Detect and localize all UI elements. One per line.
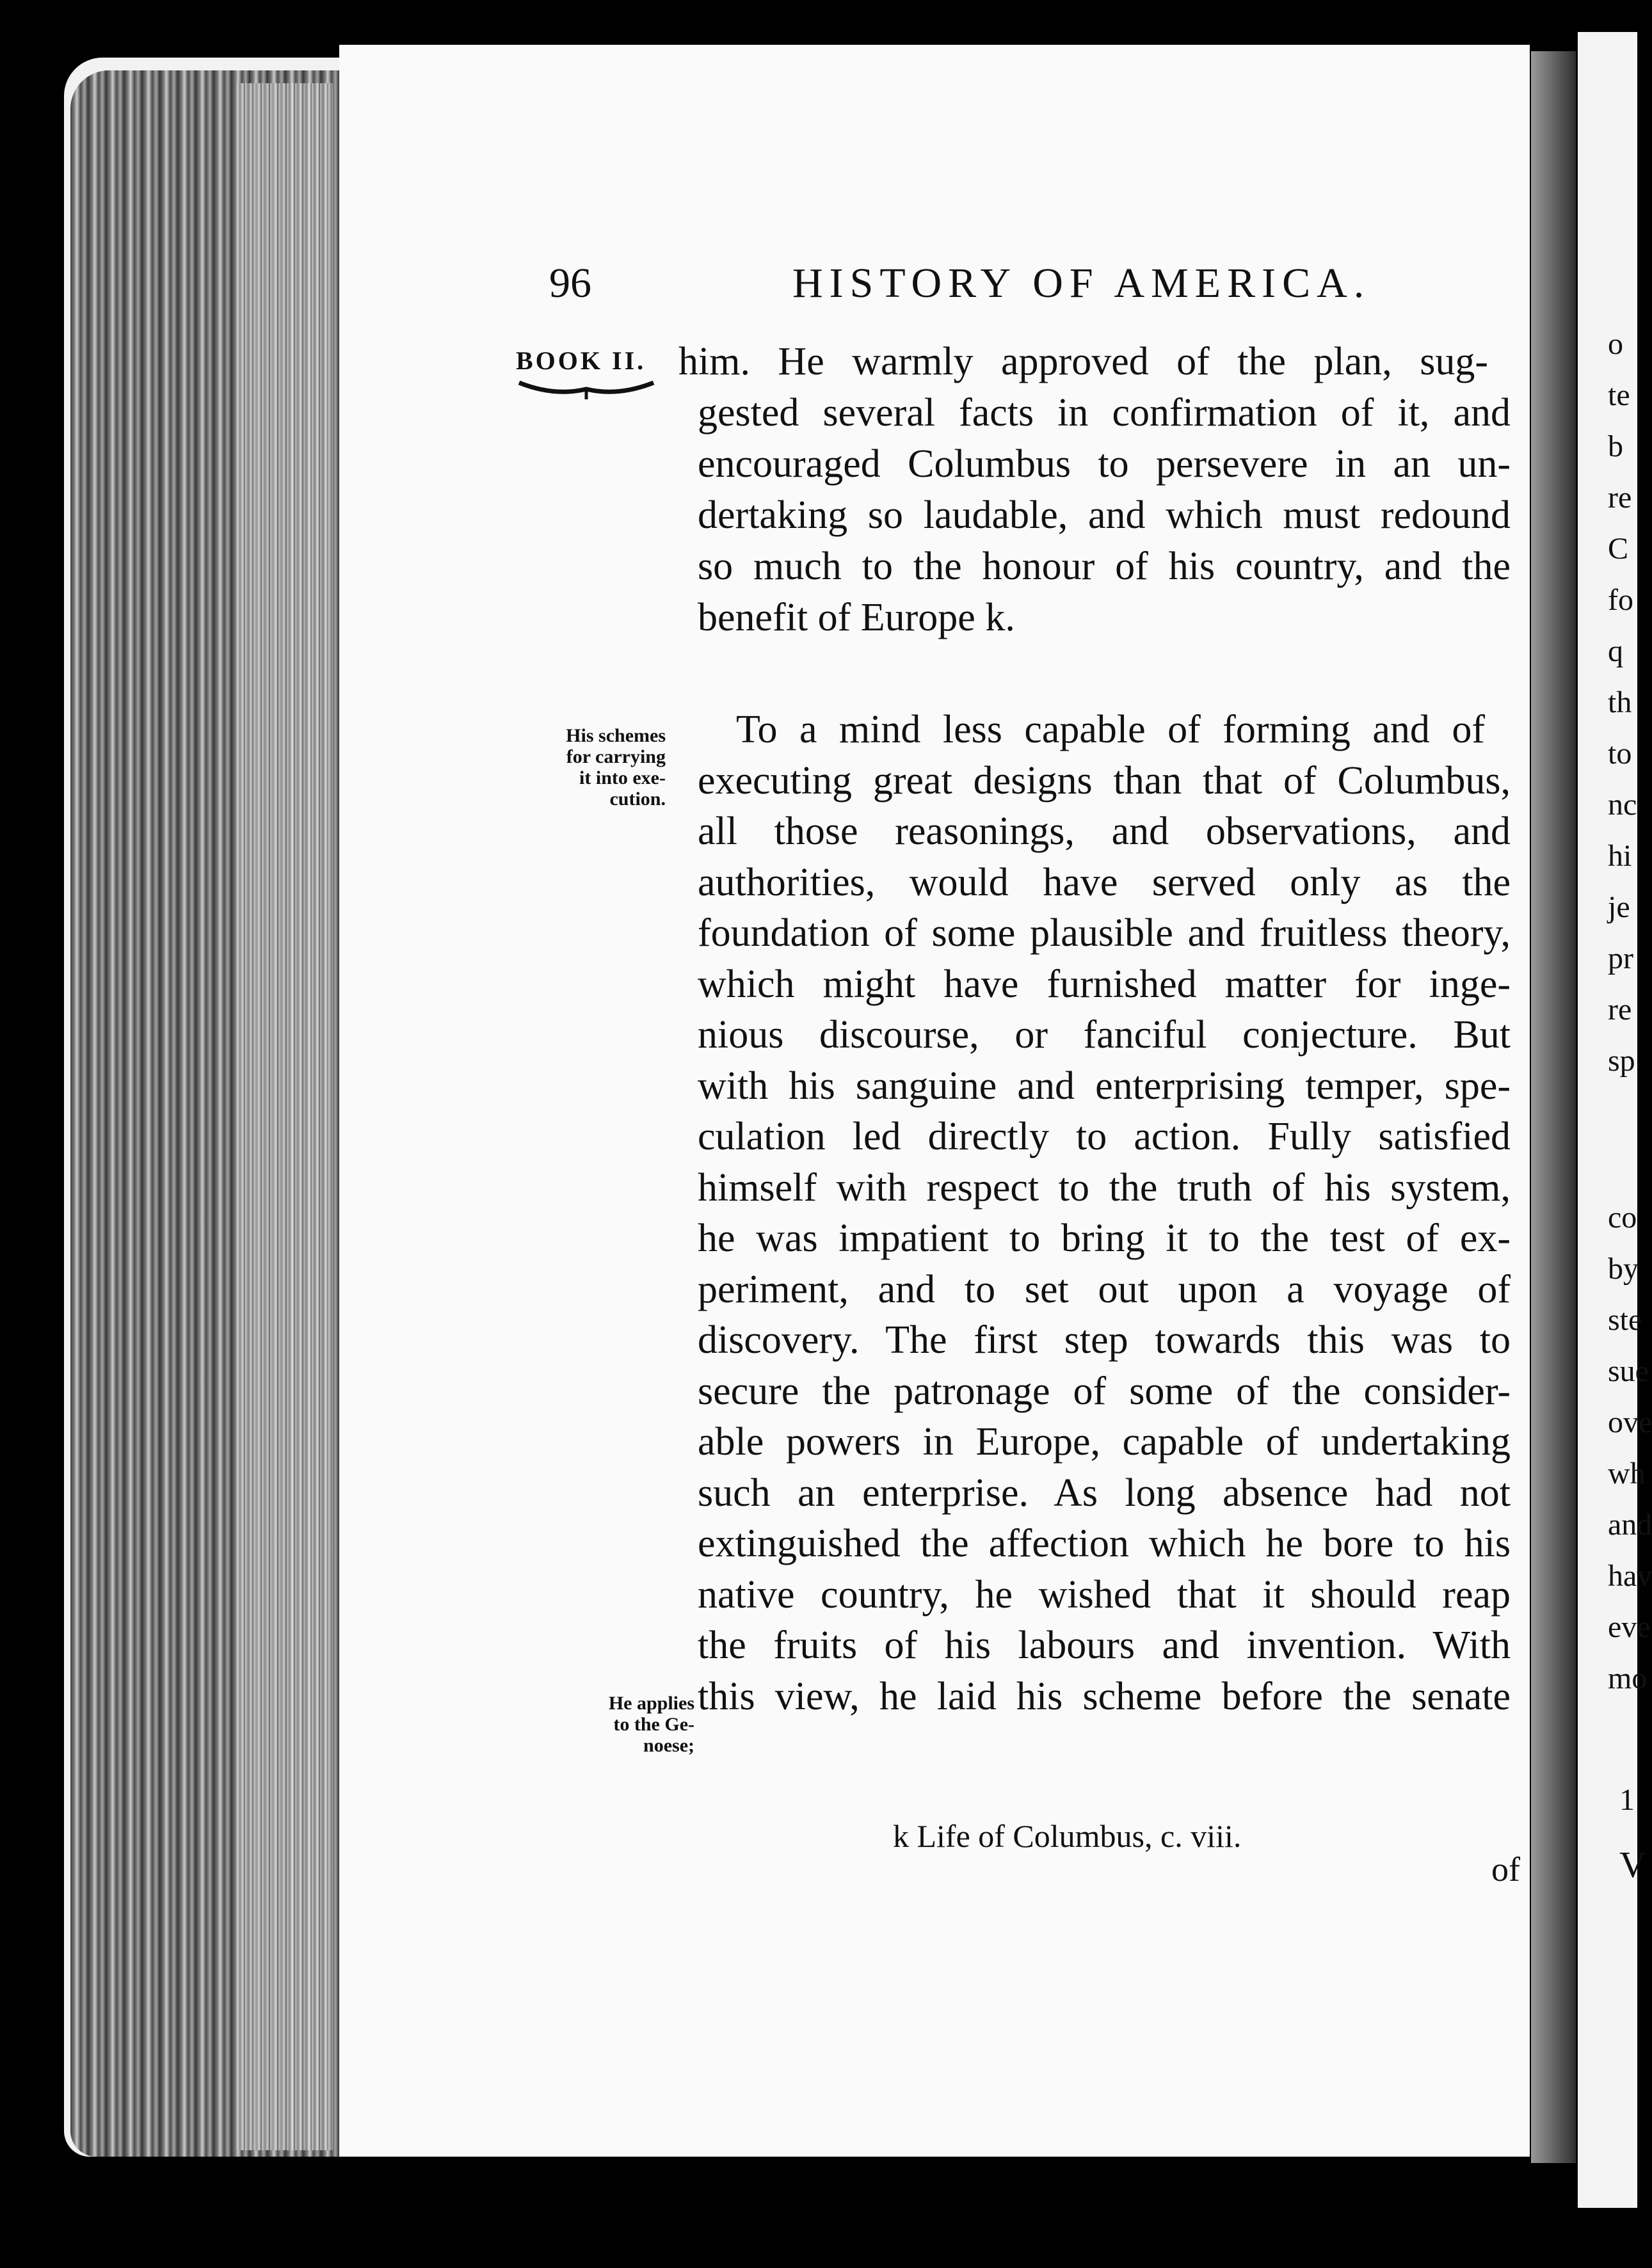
text-line: such an enterprise. As long absence had not bbox=[698, 1471, 1511, 1515]
right-page-fragment: q bbox=[1608, 634, 1623, 668]
page-number: 96 bbox=[549, 260, 591, 307]
right-page-fragment: b bbox=[1608, 429, 1623, 463]
text-line: encouraged Columbus to persevere in an un- bbox=[698, 442, 1511, 486]
margin-note-line: to the Ge- bbox=[613, 1714, 694, 1735]
margin-note-applies bbox=[557, 1693, 694, 1756]
right-page-fragment: sp bbox=[1608, 1044, 1635, 1078]
margin-note-line: it into exe- bbox=[579, 767, 666, 788]
right-page-fragment: ste bbox=[1608, 1303, 1642, 1337]
right-page-fragment: mo bbox=[1608, 1661, 1648, 1695]
right-page-footnote-fragment: 1 bbox=[1619, 1783, 1635, 1817]
text-line: To a mind less capable of forming and of bbox=[736, 708, 1485, 751]
text-line: extinguished the affection which he bore to his bbox=[698, 1522, 1511, 1565]
right-page-fragment: je bbox=[1608, 890, 1630, 924]
text-line: he was impatient to bring it to the test of ex- bbox=[698, 1217, 1511, 1260]
right-page-fragment: hav bbox=[1608, 1559, 1652, 1593]
right-page-fragment: sue bbox=[1608, 1354, 1649, 1388]
right-page-fragment: and bbox=[1608, 1508, 1652, 1542]
book-label: BOOK II. bbox=[516, 346, 646, 375]
text-line: foundation of some plausible and fruitless theory, bbox=[698, 911, 1511, 955]
right-page-fragment: wh bbox=[1608, 1457, 1646, 1490]
text-line: able powers in Europe, capable of undertaking bbox=[698, 1420, 1511, 1464]
right-page-fragment: to bbox=[1608, 737, 1632, 771]
text-line: periment, and to set out upon a voyage of bbox=[698, 1267, 1511, 1311]
right-page-fragment: co bbox=[1608, 1201, 1637, 1234]
text-line: secure the patronage of some of the consider- bbox=[698, 1369, 1511, 1413]
margin-note-line: for carrying bbox=[566, 746, 666, 767]
right-page-fragment: nc bbox=[1608, 788, 1637, 822]
text-line: the fruits of his labours and invention. With bbox=[698, 1624, 1511, 1667]
text-line: this view, he laid his scheme before the senate bbox=[698, 1674, 1511, 1718]
page-fore-edge-inner bbox=[237, 83, 333, 2150]
text-line: executing great designs than that of Columbus, bbox=[698, 758, 1511, 803]
text-line: all those reasonings, and observations, and bbox=[698, 810, 1511, 853]
right-page-fragment: eve bbox=[1608, 1610, 1651, 1644]
margin-note-line: His schemes bbox=[566, 725, 666, 746]
text-line: discovery. The first step towards this was to bbox=[698, 1318, 1511, 1362]
text-line: which might have furnished matter for inge- bbox=[698, 962, 1511, 1006]
right-page-fragment: th bbox=[1608, 685, 1632, 719]
right-page-fragment: o bbox=[1608, 327, 1623, 361]
right-page-fragment: pr bbox=[1608, 941, 1633, 975]
text-line: gested several facts in confirmation of it, and bbox=[698, 391, 1511, 435]
text-line: authorities, would have served only as the bbox=[698, 860, 1511, 904]
right-page-fragment: C bbox=[1608, 532, 1629, 566]
text-line: so much to the honour of his country, and the bbox=[698, 545, 1511, 588]
right-page-fragment: by bbox=[1608, 1252, 1639, 1286]
text-line: himself with respect to the truth of his system, bbox=[698, 1165, 1511, 1210]
catchword: of bbox=[1491, 1850, 1520, 1889]
right-page-catchword-fragment: V bbox=[1619, 1844, 1646, 1885]
brace-ornament bbox=[516, 378, 657, 403]
margin-note-line: cution. bbox=[609, 788, 666, 810]
text-line: nious discourse, or fanciful conjecture. But bbox=[698, 1013, 1511, 1057]
text-line: culation led directly to action. Fully satisfied bbox=[698, 1115, 1511, 1158]
right-page-fragment: hi bbox=[1608, 839, 1632, 873]
right-page-fragment: te bbox=[1608, 378, 1630, 412]
text-line: benefit of Europe k. bbox=[698, 596, 1015, 639]
footnote: k Life of Columbus, c. viii. bbox=[893, 1818, 1242, 1854]
book-gutter bbox=[1531, 51, 1576, 2163]
right-page-fragment: re bbox=[1608, 993, 1632, 1026]
running-title: HISTORY OF AMERICA. bbox=[792, 260, 1371, 307]
text-line: with his sanguine and enterprising temper, spe- bbox=[698, 1064, 1511, 1108]
right-page-fragment: re bbox=[1608, 481, 1632, 515]
text-line: him. He warmly approved of the plan, sug- bbox=[678, 340, 1488, 383]
text-line: native country, he wished that it should reap bbox=[698, 1572, 1511, 1617]
right-page-fragment: ove bbox=[1608, 1405, 1652, 1439]
margin-note-line: He applies bbox=[608, 1693, 694, 1714]
margin-note-line: noese; bbox=[643, 1735, 694, 1756]
margin-note-schemes bbox=[525, 725, 666, 810]
text-line: dertaking so laudable, and which must redound bbox=[698, 493, 1511, 537]
right-page-fragment: fo bbox=[1608, 583, 1633, 617]
